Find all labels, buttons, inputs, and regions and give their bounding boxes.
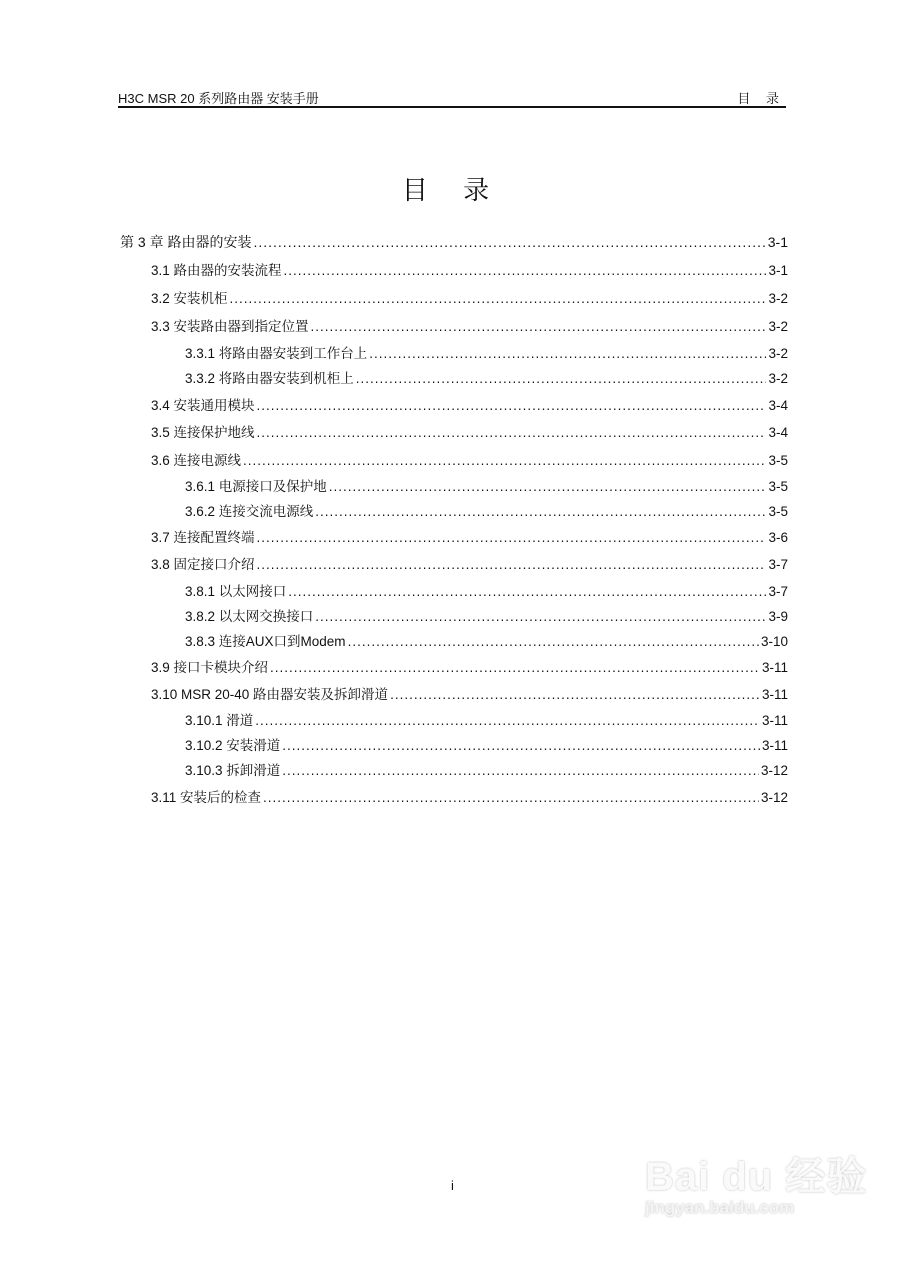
toc-entry-label: 3.10.2 安装滑道 <box>185 738 281 753</box>
toc-entry[interactable] <box>185 759 788 777</box>
toc-entry-label: 3.10.1 滑道 <box>185 713 254 728</box>
toc-entry-page: 3-6 <box>768 530 788 545</box>
toc-entry-page: 3-2 <box>768 371 788 386</box>
toc-entry-label: 3.3 安装路由器到指定位置 <box>151 319 309 334</box>
toc-leader-dots <box>284 263 767 278</box>
toc-entry-label: 3.1 路由器的安装流程 <box>151 263 282 278</box>
toc-entry-page: 3-12 <box>760 763 788 778</box>
toc-leader-dots <box>369 346 766 361</box>
toc-leader-dots <box>230 291 767 306</box>
toc-entry-label: 3.5 连接保护地线 <box>151 425 255 440</box>
toc-entry-label: 3.10.3 拆卸滑道 <box>185 763 281 778</box>
toc-entry-page: 3-12 <box>760 790 788 805</box>
toc-entry-page: 3-5 <box>768 504 788 519</box>
toc-entry[interactable] <box>185 605 788 623</box>
toc-entry-label: 3.6.1 电源接口及保护地 <box>185 479 327 494</box>
toc-entry[interactable] <box>185 630 788 648</box>
toc-entry-label: 3.2 安装机柜 <box>151 291 228 306</box>
toc-entry[interactable] <box>151 683 788 701</box>
toc-entry-label: 3.6 连接电源线 <box>151 453 242 468</box>
toc-entry-label: 3.7 连接配置终端 <box>151 530 255 545</box>
toc-entry-label: 3.10 MSR 20-40 路由器安装及拆卸滑道 <box>151 687 389 702</box>
toc-leader-dots <box>243 453 766 468</box>
toc-entry[interactable] <box>151 315 788 333</box>
toc-entry[interactable] <box>120 232 788 250</box>
toc-entry[interactable] <box>151 526 788 544</box>
toc-entry[interactable] <box>151 287 788 305</box>
toc-entry-label: 3.8.3 连接AUX口到Modem <box>185 634 346 649</box>
toc-leader-dots <box>255 713 760 728</box>
toc-entry-page: 3-10 <box>760 634 788 649</box>
toc-entry-label: 3.6.2 连接交流电源线 <box>185 504 314 519</box>
toc-entry-page: 3-5 <box>768 453 788 468</box>
toc-leader-dots <box>257 425 767 440</box>
toc-entry-page: 3-4 <box>768 398 788 413</box>
toc-entry-page: 3-5 <box>768 479 788 494</box>
toc-entry[interactable] <box>151 553 788 571</box>
header-divider <box>118 106 786 108</box>
toc-leader-dots <box>257 398 767 413</box>
watermark-brand: Bai du 经验 <box>645 1155 868 1199</box>
toc-entry[interactable] <box>151 449 788 467</box>
toc-entry-page: 3-1 <box>768 263 788 278</box>
toc-entry-page: 3-1 <box>767 234 788 250</box>
toc-entry-label: 3.3.1 将路由器安装到工作台上 <box>185 346 368 361</box>
toc-leader-dots <box>270 660 760 675</box>
toc-leader-dots <box>311 319 767 334</box>
toc-entry[interactable] <box>151 394 788 412</box>
toc-leader-dots <box>282 763 759 778</box>
toc-entry-page: 3-9 <box>768 609 788 624</box>
toc-leader-dots <box>390 687 760 702</box>
toc-entry[interactable] <box>185 580 788 598</box>
toc-entry-page: 3-11 <box>761 687 788 702</box>
toc-entry-label: 3.8.1 以太网接口 <box>185 584 287 599</box>
toc-leader-dots <box>315 504 766 519</box>
baidu-watermark <box>645 1145 867 1218</box>
toc-entry[interactable] <box>185 709 788 727</box>
header-section: 目 录 <box>737 91 785 106</box>
toc-leader-dots <box>253 234 765 250</box>
toc-leader-dots <box>329 479 767 494</box>
toc-leader-dots <box>263 790 759 805</box>
toc-entry-label: 3.3.2 将路由器安装到机柜上 <box>185 371 354 386</box>
header-title: H3C MSR 20 系列路由器 安装手册 <box>118 91 319 106</box>
toc-entry-label: 3.8.2 以太网交换接口 <box>185 609 314 624</box>
toc-entry[interactable] <box>185 475 788 493</box>
toc-leader-dots <box>348 634 759 649</box>
page-title: 目 录 <box>401 175 504 205</box>
toc-entry[interactable] <box>185 342 788 360</box>
toc-entry-label: 第 3 章 路由器的安装 <box>120 234 252 250</box>
toc-entry-page: 3-11 <box>761 660 788 675</box>
toc-leader-dots <box>315 609 766 624</box>
toc-entry[interactable] <box>151 421 788 439</box>
toc-leader-dots <box>288 584 766 599</box>
toc-entry[interactable] <box>185 734 788 752</box>
toc-entry-label: 3.4 安装通用模块 <box>151 398 255 413</box>
toc-entry-label: 3.9 接口卡模块介绍 <box>151 660 269 675</box>
toc-entry-page: 3-4 <box>768 425 788 440</box>
toc-entry[interactable] <box>185 367 788 385</box>
toc-entry-page: 3-7 <box>768 584 788 599</box>
toc-entry-label: 3.8 固定接口介绍 <box>151 557 255 572</box>
toc-entry[interactable] <box>151 786 788 804</box>
page-number: i <box>451 1178 454 1193</box>
toc-entry[interactable] <box>151 656 788 674</box>
toc-entry-page: 3-2 <box>768 319 788 334</box>
toc-entry-page: 3-2 <box>768 346 788 361</box>
toc-leader-dots <box>257 530 767 545</box>
toc-entry[interactable] <box>151 259 788 277</box>
toc-entry[interactable] <box>185 500 788 518</box>
toc-leader-dots <box>356 371 767 386</box>
watermark-url: jingyan.baidu.com <box>645 1198 795 1217</box>
toc-entry-page: 3-2 <box>768 291 788 306</box>
toc-entry-label: 3.11 安装后的检查 <box>151 790 262 805</box>
toc-leader-dots <box>257 557 767 572</box>
toc-entry-page: 3-11 <box>761 738 788 753</box>
toc-entry-page: 3-7 <box>768 557 788 572</box>
toc-leader-dots <box>282 738 760 753</box>
toc-entry-page: 3-11 <box>761 713 788 728</box>
